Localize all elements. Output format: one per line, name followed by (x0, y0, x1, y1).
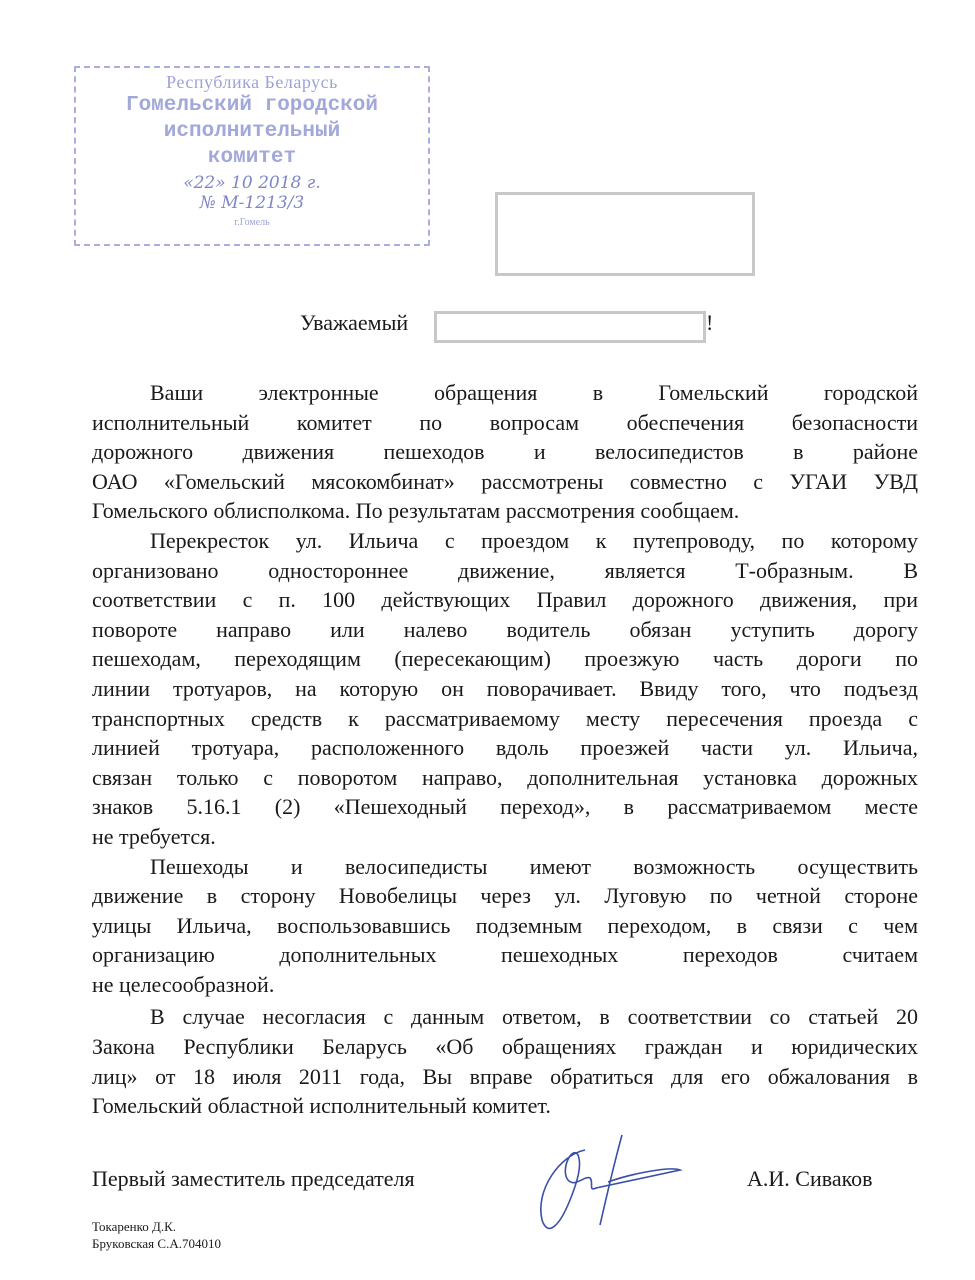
text-line: транспортных средств к рассматриваемому месту пересечения проезда с (92, 705, 918, 731)
executor: Токаренко Д.К. (92, 1219, 177, 1234)
stamp-country: Республика Беларусь (166, 72, 338, 92)
text-line: Гомельский областной исполнительный комитет. (92, 1093, 551, 1119)
greeting-exclamation: ! (706, 310, 714, 335)
handwritten-signature (530, 1130, 690, 1240)
text-line: Перекресток ул. Ильича с проездом к путепроводу, по которому (150, 527, 918, 553)
executors (92, 1218, 221, 1252)
text-line: Пешеходы и велосипедисты имеют возможность осуществить (150, 853, 918, 879)
text-line: В случае несогласия с данным ответом, в соответствии со статьей 20 (150, 1004, 918, 1030)
text-line: ОАО «Гомельский мясокомбинат» рассмотрены совместно с УГАИ УВД (92, 468, 918, 494)
text-line: линией тротуара, расположенного вдоль проезжей части ул. Ильича, (92, 735, 918, 761)
paragraph (92, 526, 918, 852)
redacted-name (434, 311, 706, 343)
stamp-date: «22» 10 2018 г. (183, 173, 321, 193)
stamp-org-line: исполнительный (163, 120, 341, 143)
text-line: Закона Республики Беларусь «Об обращениях граждан и юридических (92, 1034, 918, 1060)
greeting-salutation: Уважаемый (300, 310, 409, 335)
registration-stamp (74, 66, 430, 246)
text-line: знаков 5.16.1 (2) «Пешеходный переход», в рассматриваемом месте (92, 794, 918, 820)
stamp-org-line: Гомельский городской (125, 94, 379, 117)
text-line: дорожного движения пешеходов и велосипедистов в районе (92, 439, 918, 465)
text-line: лиц» от 18 июля 2011 года, Вы вправе обратиться для его обжалования в (92, 1063, 918, 1089)
text-line: организовано одностороннее движение, является Т-образным. В (92, 557, 918, 583)
signatory-name: А.И. Сиваков (747, 1166, 873, 1191)
stamp-org-line: комитет (207, 146, 297, 169)
signatory-title: Первый заместитель председателя (92, 1166, 415, 1191)
text-line: соответствии с п. 100 действующих Правил дорожного движения, при (92, 587, 918, 613)
text-line: пешеходам, переходящим (пересекающим) проезжую часть дороги по (92, 646, 918, 672)
text-line: исполнительный комитет по вопросам обеспечения безопасности (92, 409, 918, 435)
text-line: движение в сторону Новобелицы через ул. Луговую по четной стороне (92, 883, 918, 909)
paragraph (92, 1002, 918, 1120)
text-line: линии тротуаров, на которую он поворачивает. Ввиду того, что подъезд (92, 675, 918, 701)
text-line: не целесообразной. (92, 971, 275, 997)
text-line: улицы Ильича, воспользовавшись подземным переходом, в связи с чем (92, 912, 918, 938)
stamp-city: г.Гомель (234, 217, 270, 228)
executor: Бруковская С.А.704010 (92, 1236, 221, 1251)
text-line: Гомельского облисполкома. По результатам рассмотрения сообщаем. (92, 498, 740, 524)
stamp-number: № М-1213/3 (199, 193, 305, 213)
redacted-addressee (495, 192, 755, 276)
text-line: организацию дополнительных пешеходных переходов считаем (92, 942, 918, 968)
paragraph (92, 378, 918, 526)
text-line: Ваши электронные обращения в Гомельский городской (150, 380, 918, 405)
text-line: повороте направо или налево водитель обязан уступить дорогу (92, 616, 918, 642)
text-line: не требуется. (92, 823, 216, 849)
text-line: связан только с поворотом направо, дополнительная установка дорожных (92, 764, 918, 790)
letter-body (92, 378, 918, 1121)
paragraph (92, 852, 918, 1000)
